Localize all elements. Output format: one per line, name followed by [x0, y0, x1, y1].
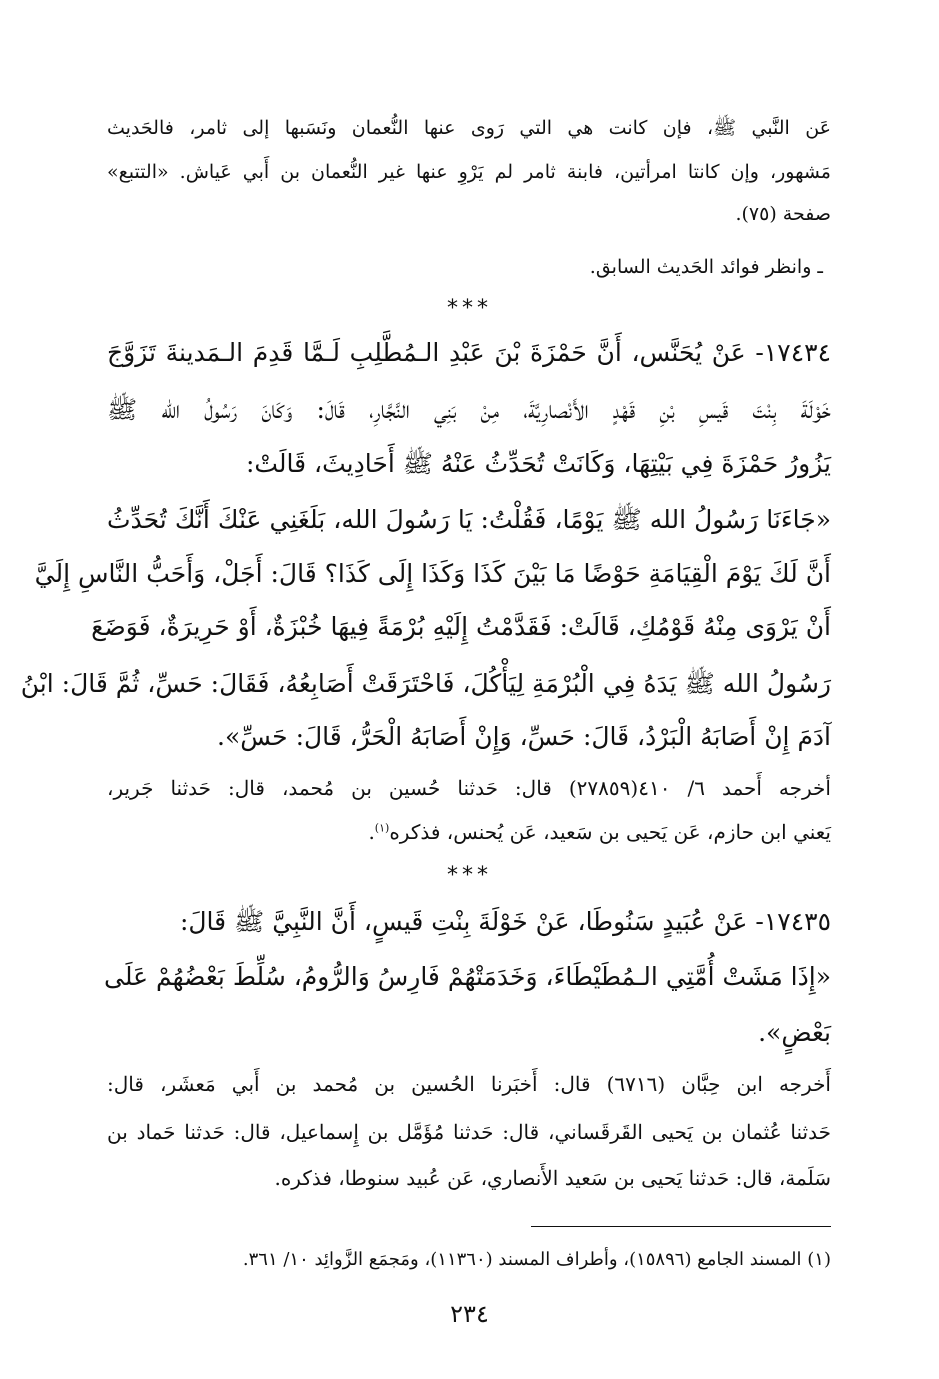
footnote-marker: (١) [374, 821, 390, 835]
hadith-17434-line-8: آدَمَ إِنْ أَصَابَهُ الْبَرْدُ، قَالَ: حَسِّ، وَإِنْ أَصَابَهُ الْحَرُّ، قَالَ: حَسِّ». [217, 722, 831, 751]
page-number: ٢٣٤ [450, 1300, 489, 1328]
hadith-17434-line-3: يَزُورُ حَمْزَةَ فِي بَيْتِهَا، وَكَانَتْ تُحَدِّثُ عَنْهُ ﷺ أَحَادِيثَ، قَالَتْ: [245, 449, 831, 478]
takhrij-17435-line-2: حَدثنا عُثمان بن يَحيى القَرقَساني، قال: حَدثنا مُؤَمَّل بن إِسماعيل، قال: حَدثنا حَماد بن [107, 1120, 831, 1144]
takhrij-17434-line-1: أخرجه أَحمد ٦/ ٤١٠(٢٧٨٥٩) قال: حَدثنا حُسين بن مُحمد، قال: حَدثنا جَرير، [107, 776, 831, 800]
commentary-line-3: صفحة (٧٥). [735, 203, 831, 225]
footnote-divider [531, 1226, 831, 1227]
commentary-line-1: عَن النَّبي ﷺ، فإن كانت هي التي رَوى عنها النُّعمان ونَسَبها إلى ثامر، فالحَديث [107, 117, 831, 139]
section-separator-1: *** [447, 296, 492, 321]
hadith-17434-line-6: أَنْ يَرْوَى مِنْهُ قَوْمُكِ، قَالَتْ: فَقَدَّمْتُ إِلَيْهِ بُرْمَةً فِيهَا خُبْزَةٌ، أَوْ حَرِيرَةٌ، فَوَضَعَ [91, 612, 831, 641]
hadith-17435-line-2: «إِذَا مَشَتْ أُمَّتِي الـمُطَيْطَاءَ، وَخَدَمَتْهُمْ فَارِسُ وَالرُّومُ، سُلِّطَ بَعْضُهُمْ عَلَى [104, 962, 831, 991]
full-stop: . [368, 820, 375, 844]
hadith-17434-line-5: أَنَّ لَكَ يَوْمَ الْقِيَامَةِ حَوْضًا مَا بَيْنَ كَذَا وَكَذَا إِلَى كَذَا؟ قَالَ: أَجَلْ، وَأَحَبُّ النَّاسِ إِلَيَّ [34, 559, 831, 588]
hadith-17434-line-1: ١٧٤٣٤- عَنْ يُحَنَّس، أَنَّ حَمْزَةَ بْنَ عَبْدِ الـمُطَّلِبِ لَـمَّا قَدِمَ الـمَدينةَ تَزَوَّجَ [107, 338, 831, 367]
takhrij-17435-line-3: سَلَمة، قال: حَدثنا يَحيى بن سَعيد الأَنصاري، عَن عُبيد سنوطا، فذكره. [274, 1166, 831, 1190]
hadith-17435-line-1: ١٧٤٣٥- عَنْ عُبَيدٍ سَنُوطَا، عَنْ خَوْلَةَ بِنْتِ قَيسٍ، أَنَّ النَّبِيَّ ﷺ قَالَ: [179, 907, 831, 936]
footnote-text: (١) المسند الجامع (١٥٨٩٦)، وأطراف المسند (١١٣٦٠)، ومَجمَع الزَّوائِد ١٠/ ٣٦١. [242, 1249, 831, 1270]
commentary-line-2: مَشهور، وإن كانتا امرأتين، فابنة ثامر لم يَرْوِ عنها غير النُّعمان بن أَبي عَياش. «التتبع» [107, 161, 831, 183]
takhrij-17434-line-2 [107, 820, 831, 844]
section-separator-2: *** [447, 863, 492, 888]
hadith-17434-line-2: خَوْلَةَ بِنْتَ قَيسِ بْنِ قَهْدٍ الأَنْصارِيَّةَ، مِنْ بَنِي النَّجَّارِ، قَالَ: وَكَانَ رَسُولُ الله ﷺ [107, 395, 831, 424]
takhrij-17435-line-1: أَخرجه ابن حِبَّان (٦٧١٦) قال: أَخبَرنا الحُسين بن مُحمد بن أَبي مَعشَر، قال: [107, 1072, 831, 1096]
takhrij-17434-line-2-text: يَعني ابن حازم، عَن يَحيى بن سَعيد، عَن يُحنس، فذكره [389, 820, 831, 844]
hadith-17435-line-3: بَعْضٍ». [758, 1018, 831, 1047]
commentary-line-4: ـ وانظر فوائد الحَديث السابق. [589, 256, 823, 278]
hadith-17434-line-7: رَسُولُ الله ﷺ يَدَهُ فِي الْبُرْمَةِ لِيَأْكُلَ، فَاحْتَرَقَتْ أَصَابِعُهُ، فَقَالَ: حَسِّ، ثُمَّ قَالَ: ابْنُ [20, 669, 831, 698]
hadith-17434-line-4: «جَاءَنَا رَسُولُ الله ﷺ يَوْمًا، فَقُلْتُ: يَا رَسُولَ الله، بَلَغَنِي عَنْكَ أَنَّكَ تُحَدِّثُ [107, 505, 831, 534]
